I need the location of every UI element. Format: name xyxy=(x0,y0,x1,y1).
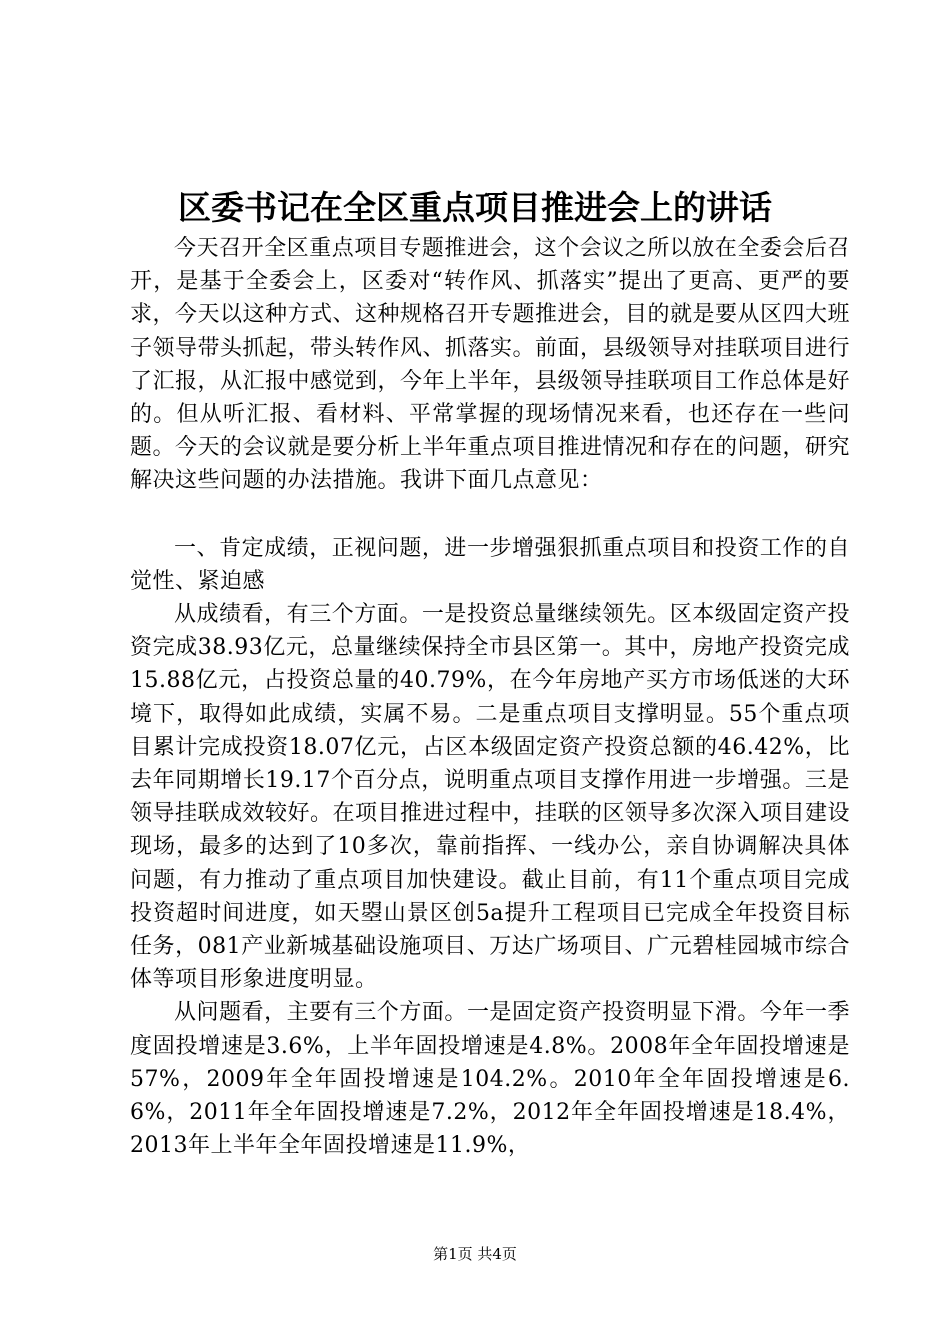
paragraph-achievements: 从成绩看，有三个方面。一是投资总量继续领先。区本级固定资产投资完成38.93亿元，总量继续保持全市县区第一。其中，房地产投资完成15.88亿元，占投资总量的40.79%，在今年房地产买方市场低迷的大环境下，取得如此成绩，实属不易。二是重点项目支撑明显。55个重点项目累计完成投资18.07亿元，占区本级固定资产投资总额的46.42%，比去年同期增长19.17个百分点，说明重点项目支撑作用进一步增强。三是领导挂联成效较好。在项目推进过程中，挂联的区领导多次深入项目建设现场，最多的达到了10多次，靠前指挥、一线办公，亲自协调解决具体问题，有力推动了重点项目加快建设。截止目前，有11个重点项目完成投资超时间进度，如天曌山景区创5a提升工程项目已完成全年投资目标任务，081产业新城基础设施项目、万达广场项目、广元碧桂园城市综合体等项目形象进度明显。 xyxy=(130,602,851,993)
paragraph-intro: 今天召开全区重点项目专题推进会，这个会议之所以放在全委会后召开，是基于全委会上，区委对“转作风、抓落实”提出了更高、更严的要求，今天以这种方式、这种规格召开专题推进会，目的就是要从区四大班子领导带头抓起，带头转作风、抓落实。前面，县级领导对挂联项目进行了汇报，从汇报中感觉到，今年上半年，县级领导挂联项目工作总体是好的。但从听汇报、看材料、平常掌握的现场情况来看，也还存在一些问题。今天的会议就是要分析上半年重点项目推进情况和存在的问题，研究解决这些问题的办法措施。我讲下面几点意见： xyxy=(130,236,851,494)
paragraph-gap xyxy=(130,498,850,532)
document-body xyxy=(130,232,850,1162)
document-title: 区委书记在全区重点项目推进会上的讲话 xyxy=(178,188,772,227)
paragraph-problems: 从问题看，主要有三个方面。一是固定资产投资明显下滑。今年一季度固投增速是3.6%，上半年固投增速是4.8%。2008年全年固投增速是57%，2009年全年固投增速是104.2%。2010年全年固投增速是6.6%，2011年全年固投增速是7.2%，2012年全年固投增速是18.4%，2013年上半年全年固投增速是11.9%， xyxy=(130,1000,850,1159)
section-heading-1: 一、肯定成绩，正视问题，进一步增强狠抓重点项目和投资工作的自觉性、紧迫感 xyxy=(130,535,850,594)
page-number: 第1页 共4页 xyxy=(433,1245,517,1263)
